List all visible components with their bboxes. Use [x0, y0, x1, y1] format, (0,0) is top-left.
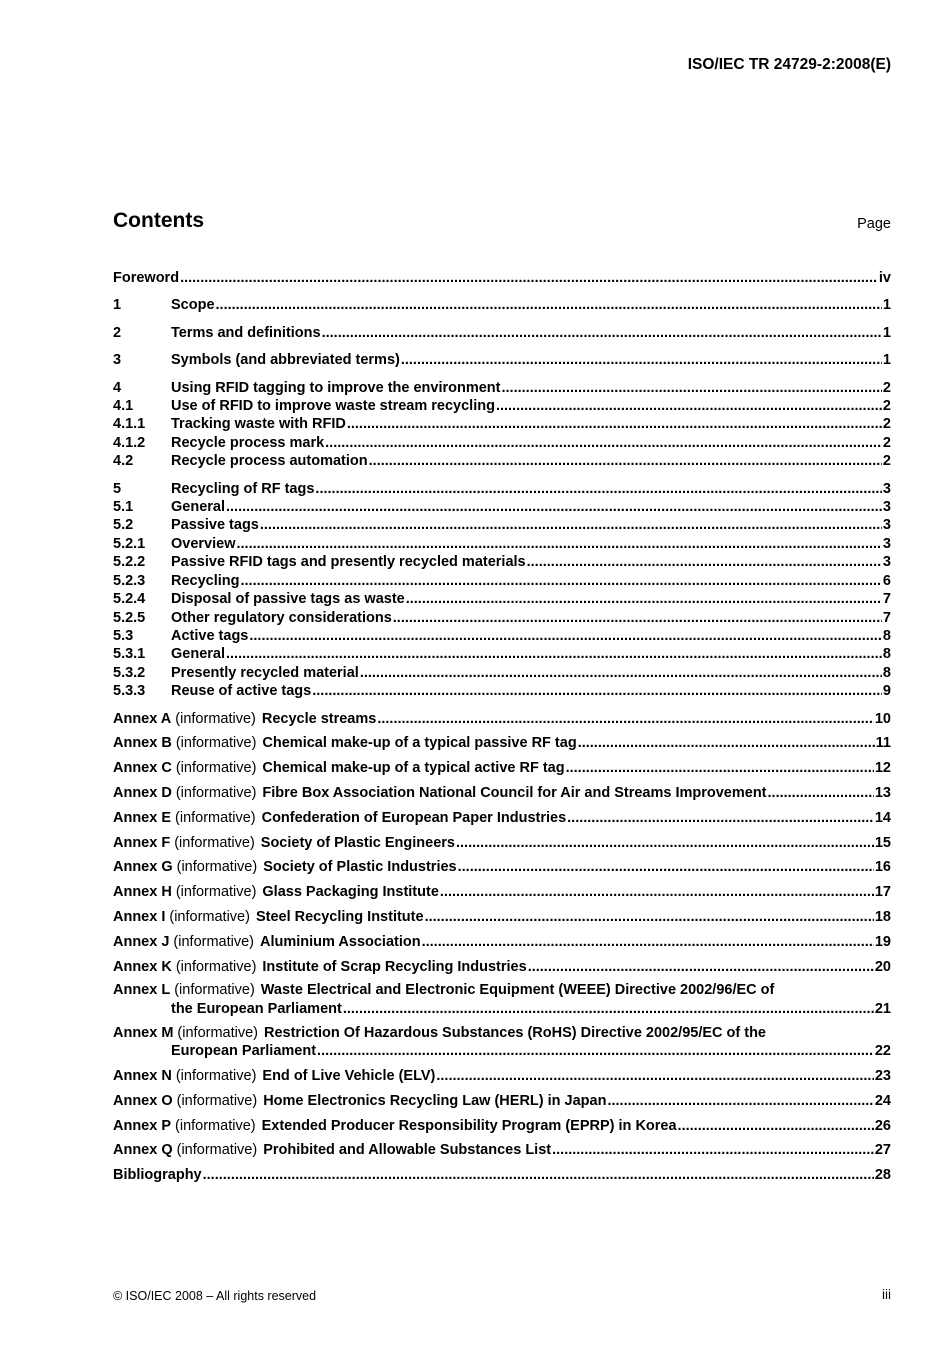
- section-title: Recycle process mark: [171, 434, 325, 451]
- toc-entry[interactable]: [113, 645, 891, 663]
- toc-entry[interactable]: [113, 324, 891, 342]
- bibliography-title: Bibliography: [113, 1167, 202, 1184]
- annex-type: (informative): [174, 982, 255, 999]
- contents-title: Contents: [113, 209, 204, 232]
- dot-leader: [406, 590, 882, 608]
- section-number: 4: [113, 379, 122, 396]
- dot-leader: [456, 834, 874, 852]
- dot-leader: [496, 397, 882, 415]
- annex-type: (informative): [177, 1024, 258, 1041]
- section-number: 5.3.2: [113, 664, 146, 681]
- annex-page: 18: [874, 908, 891, 925]
- section-number: 4.2: [113, 453, 134, 470]
- annex-label: Annex K: [113, 958, 172, 975]
- annex-label: Annex B: [113, 735, 172, 752]
- annex-type: (informative): [175, 1068, 257, 1085]
- annex-title: Home Electronics Recycling Law (HERL) in Japan: [263, 1092, 607, 1109]
- bibliography-entry[interactable]: [113, 1166, 891, 1184]
- section-page: 7: [882, 609, 891, 626]
- dot-leader: [425, 908, 874, 926]
- toc-entry[interactable]: [113, 627, 891, 645]
- toc-entry[interactable]: [113, 269, 891, 287]
- annex-line: [113, 958, 891, 976]
- bibliography-page: 28: [874, 1167, 891, 1184]
- dot-leader: [502, 379, 882, 397]
- annex-line: [113, 710, 891, 728]
- annex-type: (informative): [176, 1142, 258, 1159]
- section-page: 3: [882, 499, 891, 516]
- dot-leader: [401, 351, 882, 369]
- toc-entry[interactable]: [113, 480, 891, 498]
- dot-leader: [440, 883, 874, 901]
- page-column-label: Page: [857, 216, 891, 232]
- dot-leader: [458, 858, 874, 876]
- annex-line: [113, 1141, 891, 1159]
- section-number: 5.1: [113, 499, 134, 516]
- dot-leader: [566, 759, 874, 777]
- section-number: 1: [113, 297, 122, 314]
- annex-page: 21: [874, 1000, 891, 1017]
- section-number: 4.1: [113, 398, 134, 415]
- dot-leader: [226, 498, 882, 516]
- annex-title: Steel Recycling Institute: [255, 908, 424, 925]
- document-id: ISO/IEC TR 24729-2:2008(E): [687, 56, 891, 73]
- annex-line: [113, 908, 891, 926]
- annex-title: Society of Plastic Engineers: [260, 834, 455, 851]
- section-page: 8: [882, 627, 891, 644]
- section-title: Terms and definitions: [171, 324, 321, 341]
- dot-leader: [180, 269, 878, 287]
- annex-type: (informative): [176, 859, 258, 876]
- section-number: 5.2.4: [113, 591, 146, 608]
- section-title: Recycle process automation: [171, 453, 368, 470]
- annex-entry[interactable]: [113, 710, 891, 728]
- annex-entry[interactable]: [113, 958, 891, 976]
- annex-title: Waste Electrical and Electronic Equipment (WEEE) Directive 2002/96/EC of: [260, 982, 775, 999]
- table-of-contents: [113, 269, 891, 1185]
- section-number: 5.2.1: [113, 535, 146, 552]
- annex-title: Recycle streams: [261, 710, 377, 727]
- annex-title: End of Live Vehicle (ELV): [262, 1068, 436, 1085]
- annex-label: Annex O: [113, 1092, 173, 1109]
- annex-entry[interactable]: [113, 1067, 891, 1085]
- annex-type: (informative): [173, 933, 254, 950]
- section-number: 5: [113, 480, 122, 497]
- annex-line: [113, 1117, 891, 1135]
- annex-entry[interactable]: [113, 834, 891, 852]
- annex-title-continued: the European Parliament: [171, 1000, 342, 1017]
- section-title: Using RFID tagging to improve the environment: [171, 379, 501, 396]
- annex-line: [113, 759, 891, 777]
- dot-leader: [678, 1117, 874, 1135]
- section-page: 3: [882, 554, 891, 571]
- annex-entry[interactable]: [113, 982, 891, 1018]
- annex-page: 13: [874, 784, 891, 801]
- annex-label: Annex F: [113, 834, 171, 851]
- section-page: 8: [882, 646, 891, 663]
- annex-title: Institute of Scrap Recycling Industries: [262, 958, 527, 975]
- annex-entry[interactable]: [113, 759, 891, 777]
- section-page: 1: [882, 324, 891, 341]
- annex-type: (informative): [169, 908, 250, 925]
- toc-entry[interactable]: [113, 415, 891, 433]
- annex-page: 26: [874, 1117, 891, 1134]
- toc-entry[interactable]: [113, 452, 891, 470]
- section-page: 3: [882, 480, 891, 497]
- toc-entry[interactable]: [113, 609, 891, 627]
- dot-leader: [347, 415, 882, 433]
- annex-label: Annex J: [113, 933, 170, 950]
- section-page: 2: [882, 398, 891, 415]
- annex-label: Annex I: [113, 908, 166, 925]
- section-title: Recycling: [171, 572, 240, 589]
- annex-type: (informative): [175, 710, 256, 727]
- section-page: 2: [882, 379, 891, 396]
- annex-page: 24: [874, 1092, 891, 1109]
- annex-title: Prohibited and Allowable Substances List: [263, 1142, 552, 1159]
- annex-entry[interactable]: [113, 1025, 891, 1061]
- annex-title: Society of Plastic Industries: [263, 859, 457, 876]
- section-title: Active tags: [171, 627, 249, 644]
- section-number: 5.2.2: [113, 554, 146, 571]
- dot-leader: [360, 664, 882, 682]
- annex-page: 17: [874, 884, 891, 901]
- toc-entry[interactable]: [113, 682, 891, 700]
- dot-leader: [315, 480, 882, 498]
- annex-page: 27: [874, 1142, 891, 1159]
- annex-line: [113, 734, 891, 752]
- toc-entry[interactable]: [113, 553, 891, 571]
- toc-entry[interactable]: [113, 397, 891, 415]
- annex-label: Annex E: [113, 809, 172, 826]
- dot-leader: [377, 710, 874, 728]
- section-number: 3: [113, 352, 122, 369]
- toc-entry[interactable]: [113, 351, 891, 369]
- section-number: 5.2.3: [113, 572, 146, 589]
- section-page: 3: [882, 517, 891, 534]
- annex-label: Annex P: [113, 1117, 172, 1134]
- dot-leader: [552, 1141, 874, 1159]
- annex-label: Annex G: [113, 859, 173, 876]
- toc-entry[interactable]: [113, 379, 891, 397]
- toc-entry[interactable]: [113, 535, 891, 553]
- section-title: Foreword: [113, 270, 180, 286]
- section-number: 4.1.2: [113, 434, 146, 451]
- dot-leader: [260, 516, 882, 534]
- annex-title-continued: European Parliament: [171, 1043, 317, 1060]
- annex-page: 22: [874, 1043, 891, 1060]
- section-number: 4.1.1: [113, 416, 146, 433]
- toc-entry[interactable]: [113, 572, 891, 590]
- section-page: 2: [882, 416, 891, 433]
- annex-page: 10: [874, 710, 891, 727]
- annex-line: [113, 809, 891, 827]
- annex-type: (informative): [175, 760, 257, 777]
- dot-leader: [343, 1000, 874, 1018]
- section-page: 3: [882, 535, 891, 552]
- dot-leader: [317, 1042, 874, 1060]
- annex-label: Annex Q: [113, 1142, 173, 1159]
- annex-line: [113, 883, 891, 901]
- dot-leader: [527, 553, 882, 571]
- section-title: Scope: [171, 297, 215, 314]
- section-title: Passive RFID tags and presently recycled materials: [171, 554, 526, 571]
- annex-page: 19: [874, 933, 891, 950]
- dot-leader: [203, 1166, 874, 1184]
- section-title: Symbols (and abbreviated terms): [171, 352, 400, 369]
- toc-entry[interactable]: [113, 434, 891, 452]
- section-page: iv: [878, 270, 891, 286]
- dot-leader: [322, 324, 882, 342]
- section-title: Overview: [171, 535, 236, 552]
- section-page: 6: [882, 572, 891, 589]
- annex-page: 20: [874, 958, 891, 975]
- section-title: Passive tags: [171, 517, 259, 534]
- annex-line: [113, 858, 891, 876]
- annex-page: 16: [874, 859, 891, 876]
- annex-line: [113, 784, 891, 802]
- copyright-notice: © ISO/IEC 2008 – All rights reserved: [113, 1289, 317, 1303]
- annex-title: Chemical make-up of a typical passive RF tag: [262, 735, 577, 752]
- annex-title: Aluminium Association: [260, 933, 421, 950]
- annex-entry[interactable]: [113, 784, 891, 802]
- annex-type: (informative): [175, 735, 257, 752]
- section-title: Use of RFID to improve waste stream recycling: [171, 398, 495, 415]
- annex-type: (informative): [176, 1092, 258, 1109]
- dot-leader: [216, 296, 882, 314]
- annex-title: Glass Packaging Institute: [262, 884, 439, 901]
- dot-leader: [436, 1067, 873, 1085]
- dot-leader: [369, 452, 882, 470]
- annex-line: [113, 834, 891, 852]
- section-number: 5.3.1: [113, 646, 146, 663]
- dot-leader: [312, 682, 882, 700]
- annex-first-line: [113, 1025, 891, 1043]
- dot-leader: [241, 572, 882, 590]
- dot-leader: [528, 958, 874, 976]
- annex-type: (informative): [175, 1117, 256, 1134]
- section-title: Recycling of RF tags: [171, 480, 315, 497]
- toc-entry[interactable]: [113, 590, 891, 608]
- annex-entry[interactable]: [113, 908, 891, 926]
- annex-title: Restriction Of Hazardous Substances (RoHS) Directive 2002/95/EC of the: [264, 1024, 766, 1041]
- annex-continuation: [113, 1000, 891, 1018]
- annex-page: 23: [874, 1068, 891, 1085]
- section-page: 7: [882, 591, 891, 608]
- dot-leader: [393, 609, 882, 627]
- section-page: 9: [882, 683, 891, 700]
- annex-entry[interactable]: [113, 809, 891, 827]
- annex-title: Confederation of European Paper Industries: [261, 809, 567, 826]
- annex-label: Annex H: [113, 884, 172, 901]
- section-title: Presently recycled material: [171, 664, 359, 681]
- annex-title: Fibre Box Association National Council for Air and Streams Improvement: [262, 784, 767, 801]
- section-page: 1: [882, 352, 891, 369]
- toc-entry[interactable]: [113, 664, 891, 682]
- annex-type: (informative): [175, 784, 257, 801]
- section-title: General: [171, 499, 225, 516]
- toc-entry[interactable]: [113, 296, 891, 314]
- annex-entry[interactable]: [113, 933, 891, 951]
- dot-leader: [325, 434, 882, 452]
- annex-page: 12: [874, 760, 891, 777]
- annex-entry[interactable]: [113, 883, 891, 901]
- toc-entry[interactable]: [113, 498, 891, 516]
- annex-label: Annex C: [113, 760, 172, 777]
- annex-entry[interactable]: [113, 734, 891, 752]
- annex-type: (informative): [175, 884, 257, 901]
- section-title: Tracking waste with RFID: [171, 416, 346, 433]
- annex-first-line: [113, 982, 891, 1000]
- annex-entry[interactable]: [113, 1117, 891, 1135]
- section-number: 5.2.5: [113, 609, 146, 626]
- section-title: Disposal of passive tags as waste: [171, 591, 405, 608]
- section-number: 5.2: [113, 517, 134, 534]
- annex-title: Chemical make-up of a typical active RF tag: [262, 760, 565, 777]
- annex-page: 15: [874, 834, 891, 851]
- section-page: 2: [882, 453, 891, 470]
- annex-label: Annex A: [113, 710, 172, 727]
- dot-leader: [237, 535, 882, 553]
- annex-type: (informative): [175, 958, 257, 975]
- section-title: General: [171, 646, 225, 663]
- annex-label: Annex D: [113, 784, 172, 801]
- dot-leader: [768, 784, 874, 802]
- annex-entry[interactable]: [113, 858, 891, 876]
- toc-entry[interactable]: [113, 516, 891, 534]
- dot-leader: [607, 1092, 873, 1110]
- section-page: 8: [882, 664, 891, 681]
- dot-leader: [226, 645, 882, 663]
- section-title: Reuse of active tags: [171, 683, 312, 700]
- annex-page: 11: [875, 735, 891, 752]
- dot-leader: [578, 734, 875, 752]
- dot-leader: [567, 809, 874, 827]
- dot-leader: [422, 933, 874, 951]
- section-number: 5.3.3: [113, 683, 146, 700]
- section-page: 1: [882, 297, 891, 314]
- section-page: 2: [882, 434, 891, 451]
- annex-label: Annex L: [113, 982, 171, 999]
- annex-line: [113, 933, 891, 951]
- annex-line: [113, 1092, 891, 1110]
- section-number: 5.3: [113, 627, 134, 644]
- annex-label: Annex N: [113, 1068, 172, 1085]
- annex-line: [113, 1067, 891, 1085]
- annex-continuation: [113, 1042, 891, 1060]
- page-number: iii: [882, 1287, 891, 1302]
- annex-type: (informative): [175, 809, 256, 826]
- annex-page: 14: [874, 809, 891, 826]
- section-number: 2: [113, 324, 122, 341]
- annex-label: Annex M: [113, 1024, 174, 1041]
- annex-type: (informative): [174, 834, 255, 851]
- annex-entry[interactable]: [113, 1092, 891, 1110]
- annex-title: Extended Producer Responsibility Program (EPRP) in Korea: [261, 1117, 677, 1134]
- dot-leader: [249, 627, 882, 645]
- section-title: Other regulatory considerations: [171, 609, 392, 626]
- annex-entry[interactable]: [113, 1141, 891, 1159]
